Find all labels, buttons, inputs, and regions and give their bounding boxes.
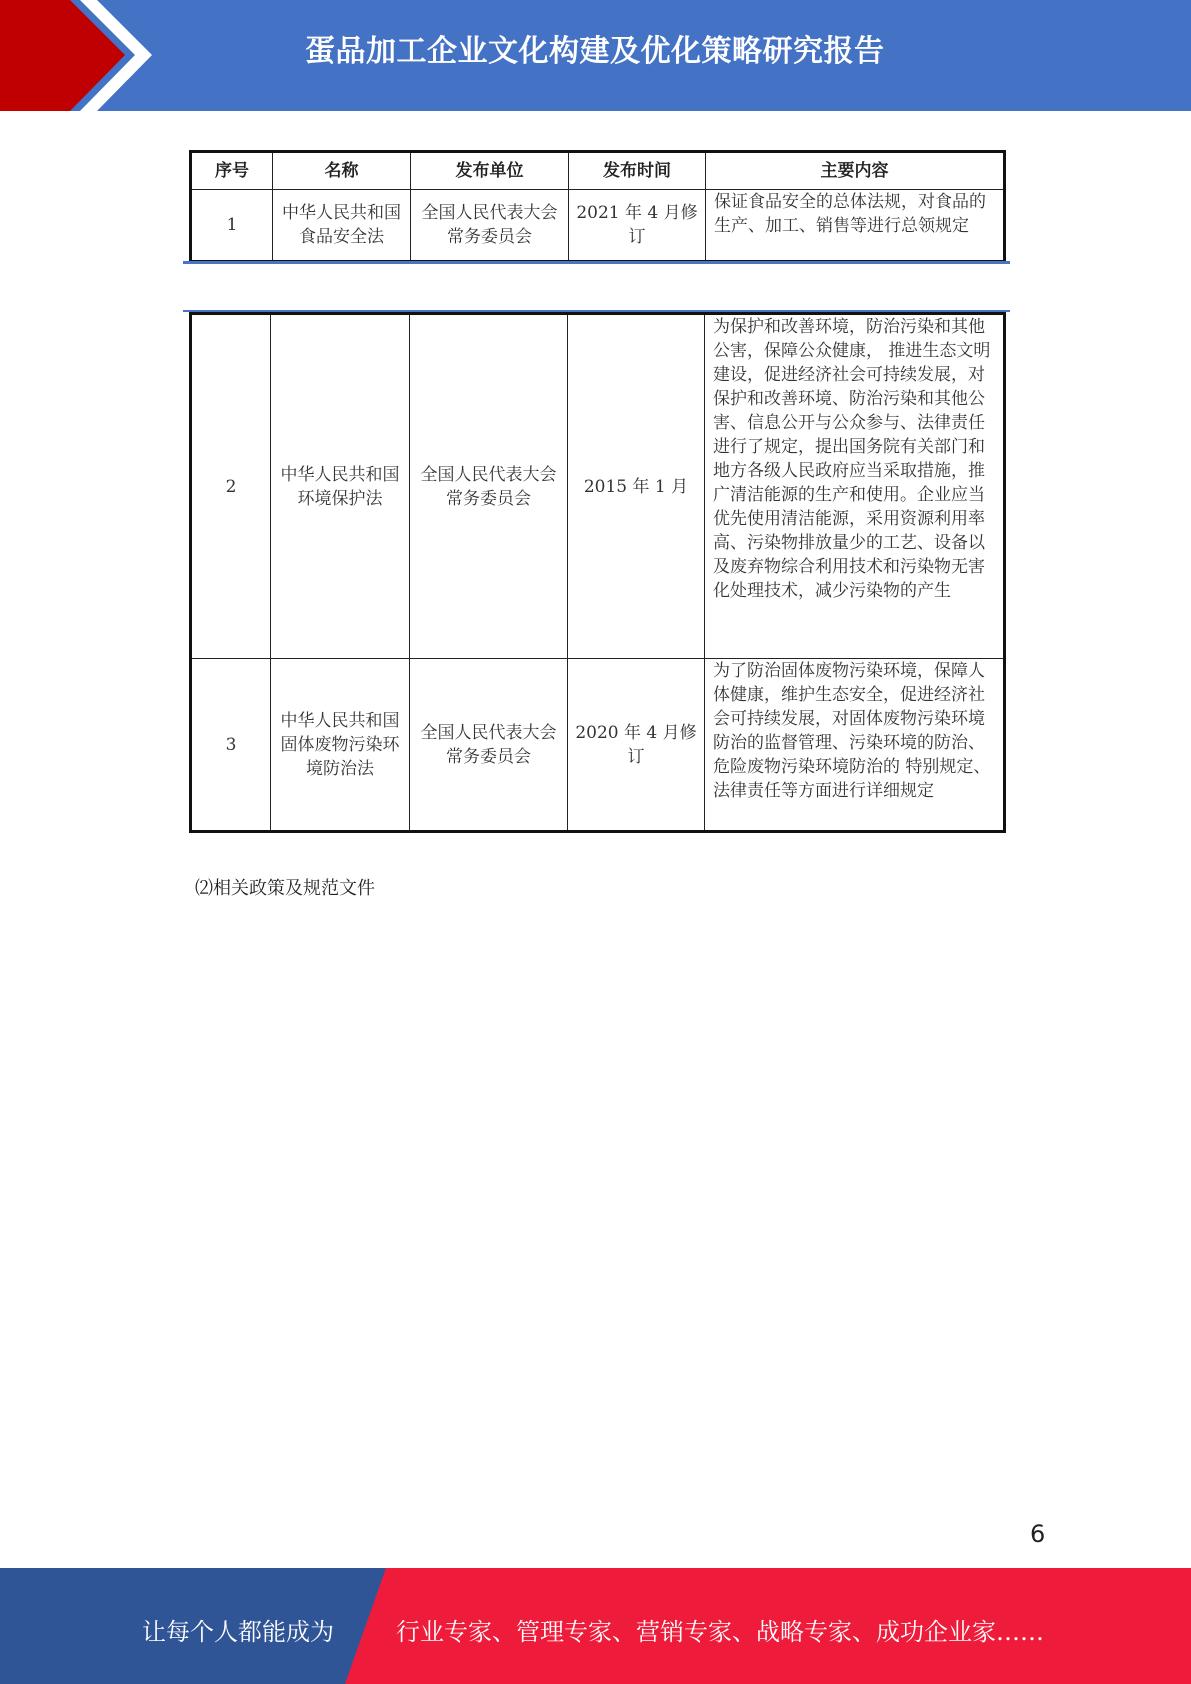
page-header xyxy=(0,0,1191,111)
law-content: 保证食品安全的总体法规，对食品的生产、加工、销售等进行总领规定 xyxy=(706,190,1005,262)
row-number: 2 xyxy=(191,314,271,659)
table-header-row xyxy=(191,152,1005,190)
table-row xyxy=(191,659,1005,832)
document-title: 蛋品加工企业文化构建及优化策略研究报告 xyxy=(305,34,885,69)
law-name: 中华人民共和国环境保护法 xyxy=(271,314,410,659)
law-name: 中华人民共和国食品安全法 xyxy=(273,190,411,262)
law-date: 2015 年 1 月 xyxy=(568,314,705,659)
page-footer xyxy=(0,1568,1191,1684)
section-heading: ⑵相关政策及规范文件 xyxy=(195,878,375,899)
laws-table-part-1 xyxy=(189,150,1006,263)
law-issuer: 全国人民代表大会常务委员会 xyxy=(410,659,568,832)
chevron-arrow-icon xyxy=(0,0,160,111)
footer-slogan-left: 让每个人都能成为 xyxy=(142,1618,334,1646)
table-row xyxy=(191,314,1005,659)
column-header-content: 主要内容 xyxy=(706,152,1005,190)
page-number: 6 xyxy=(1030,1520,1046,1548)
law-content: 为了防治固体废物污染环境，保障人体健康，维护生态安全，促进经济社会可持续发展，对固体废物污染环境防治的监督管理、污染环境的防治、危险废物污染环境防治的 特别规定、法律责任等方面进行详细规定 xyxy=(705,659,1005,832)
table-break-rule-top xyxy=(183,261,1010,264)
table-row xyxy=(191,190,1005,262)
law-issuer: 全国人民代表大会常务委员会 xyxy=(411,190,569,262)
law-issuer: 全国人民代表大会常务委员会 xyxy=(410,314,568,659)
laws-table-part-2 xyxy=(189,312,1006,833)
law-date: 2020 年 4 月修订 xyxy=(568,659,705,832)
law-name: 中华人民共和国固体废物污染环境防治法 xyxy=(271,659,410,832)
law-content: 为保护和改善环境，防治污染和其他公害，保障公众健康， 推进生态文明建设，促进经济社会可持续发展，对保护和改善环境、防治污染和其他公害、信息公开与公众参与、法律责任进行了规定，提出国务院有关部门和地方各级人民政府应当采取措施，推广清洁能源的生产和使用。企业应当优先使用清洁能源，采用资源利用率高、污染物排放量少的工艺、设备以及废弃物综合利用技术和污染物无害 化处理技术，减少污染物的产生 xyxy=(705,314,1005,659)
row-number: 1 xyxy=(191,190,273,262)
column-header-name: 名称 xyxy=(273,152,411,190)
row-number: 3 xyxy=(191,659,271,832)
column-header-date: 发布时间 xyxy=(569,152,706,190)
column-header-issuer: 发布单位 xyxy=(411,152,569,190)
law-date: 2021 年 4 月修订 xyxy=(569,190,706,262)
footer-slogan-right: 行业专家、管理专家、营销专家、战略专家、成功企业家…… xyxy=(396,1618,1044,1646)
column-header-no: 序号 xyxy=(191,152,273,190)
